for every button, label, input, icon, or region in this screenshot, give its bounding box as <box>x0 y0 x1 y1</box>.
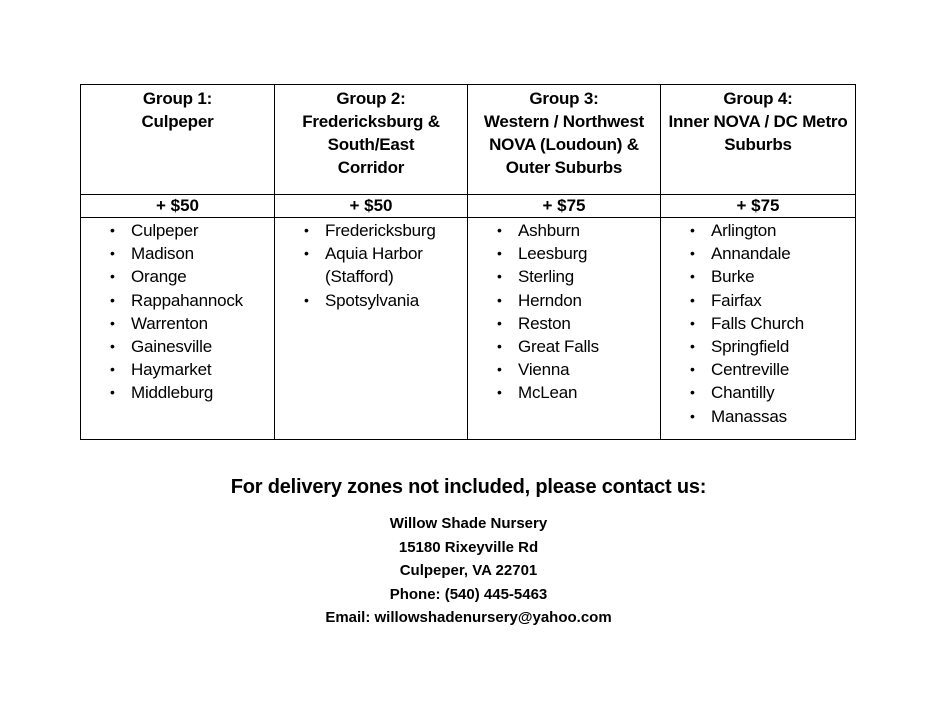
town-name: Fredericksburg <box>325 221 436 240</box>
town-item <box>109 289 274 312</box>
bullet-icon: • <box>497 268 502 285</box>
town-name: Rappahannock <box>131 290 243 310</box>
town-item <box>109 265 274 288</box>
bullet-icon: • <box>304 222 309 238</box>
group-title: Group 3: <box>529 89 599 108</box>
group-3-price: + $75 <box>468 195 661 218</box>
town-item <box>109 335 274 358</box>
town-name: Madison <box>131 244 194 264</box>
business-name: Willow Shade Nursery <box>389 515 548 532</box>
town-name: Sterling <box>518 267 575 287</box>
town-name: Leesburg <box>518 244 588 264</box>
town-item <box>689 381 855 404</box>
group-title: Group 1: <box>142 89 213 108</box>
bullet-icon: • <box>497 291 502 308</box>
email-address: Email: willowshadenursery@yahoo.com <box>325 609 612 626</box>
town-item <box>689 358 855 381</box>
town-name: Reston <box>518 313 571 333</box>
towns-row <box>81 218 856 440</box>
bullet-icon: • <box>304 291 309 308</box>
bullet-icon: • <box>110 245 115 262</box>
contact-heading: For delivery zones not included, please contact us: <box>230 476 707 498</box>
town-name: Centreville <box>711 360 790 380</box>
bullet-icon: • <box>690 222 695 238</box>
town-item <box>496 265 660 288</box>
group-3-header <box>468 85 661 195</box>
bullet-icon: • <box>690 338 695 355</box>
town-item <box>109 358 274 381</box>
town-item <box>689 265 855 288</box>
group-4-towns <box>661 218 856 440</box>
group-name: Culpeper <box>141 112 214 131</box>
bullet-icon: • <box>497 222 502 238</box>
town-name: Falls Church <box>711 313 805 333</box>
town-list <box>661 218 855 428</box>
group-header-row <box>81 85 856 195</box>
bullet-icon: • <box>110 314 115 331</box>
town-name: Annandale <box>711 244 791 264</box>
group-2-header <box>275 85 468 195</box>
town-item <box>689 219 855 242</box>
town-name: McLean <box>518 383 578 403</box>
bullet-icon: • <box>110 291 115 308</box>
town-item <box>496 312 660 335</box>
town-name: Culpeper <box>131 221 199 240</box>
town-item <box>109 312 274 335</box>
town-name: Ashburn <box>518 221 580 240</box>
group-title: Group 2: <box>336 89 406 108</box>
group-name: Western / Northwest NOVA (Loudoun) & Outer Suburbs <box>483 112 645 177</box>
bullet-icon: • <box>497 338 502 355</box>
town-item <box>496 242 660 265</box>
bullet-icon: • <box>110 338 115 355</box>
town-name: Vienna <box>518 360 570 380</box>
town-item <box>303 242 453 288</box>
town-name: Haymarket <box>131 360 212 380</box>
group-name: Fredericksburg & South/East Corridor <box>302 112 440 177</box>
bullet-icon: • <box>690 245 695 262</box>
street-address: 15180 Rixeyville Rd <box>398 538 539 556</box>
bullet-icon: • <box>690 314 695 331</box>
bullet-icon: • <box>110 361 115 378</box>
bullet-icon: • <box>690 291 695 308</box>
group-1-towns <box>81 218 275 440</box>
bullet-icon: • <box>690 361 695 378</box>
town-name: Springfield <box>711 337 790 357</box>
bullet-icon: • <box>497 245 502 262</box>
town-name: Herndon <box>518 290 582 310</box>
town-item <box>689 405 855 428</box>
bullet-icon: • <box>497 314 502 331</box>
town-item <box>496 381 660 404</box>
bullet-icon: • <box>497 361 502 378</box>
town-name: Great Falls <box>518 337 599 357</box>
town-list <box>275 218 467 312</box>
town-name: Spotsylvania <box>325 290 419 310</box>
bullet-icon: • <box>304 245 309 262</box>
town-name: Aquia Harbor (Stafford) <box>325 244 423 287</box>
town-item <box>689 242 855 265</box>
town-item <box>303 289 453 312</box>
bullet-icon: • <box>690 268 695 285</box>
group-title: Group 4: <box>723 89 793 108</box>
group-2-price: + $50 <box>275 195 468 218</box>
bullet-icon: • <box>690 407 695 424</box>
town-name: Arlington <box>711 221 777 240</box>
town-item <box>496 289 660 312</box>
group-4-header <box>661 85 856 195</box>
bullet-icon: • <box>110 384 115 401</box>
town-list <box>81 218 274 405</box>
town-item <box>496 219 660 242</box>
price-row <box>81 195 856 218</box>
group-4-price: + $75 <box>661 195 856 218</box>
town-item <box>109 381 274 404</box>
bullet-icon: • <box>497 384 502 401</box>
town-item <box>109 219 274 242</box>
phone-number: Phone: (540) 445-5463 <box>389 585 548 603</box>
town-item <box>303 219 453 242</box>
town-item <box>689 312 855 335</box>
town-item <box>496 358 660 381</box>
town-item <box>689 335 855 358</box>
town-name: Gainesville <box>131 337 212 357</box>
group-2-towns <box>275 218 468 440</box>
town-name: Warrenton <box>131 313 208 333</box>
delivery-zones-table <box>80 84 856 440</box>
city-state-zip: Culpeper, VA 22701 <box>399 562 538 579</box>
town-item <box>496 335 660 358</box>
bullet-icon: • <box>690 384 695 401</box>
town-item <box>109 242 274 265</box>
town-name: Chantilly <box>711 383 775 403</box>
group-1-header <box>81 85 275 195</box>
contact-block <box>0 512 937 630</box>
town-list <box>468 218 660 405</box>
group-3-towns <box>468 218 661 440</box>
town-name: Fairfax <box>711 290 762 310</box>
bullet-icon: • <box>110 222 115 238</box>
town-item <box>689 289 855 312</box>
town-name: Manassas <box>711 406 787 426</box>
town-name: Burke <box>711 267 755 287</box>
group-name: Inner NOVA / DC Metro Suburbs <box>668 112 848 154</box>
bullet-icon: • <box>110 268 115 285</box>
town-name: Middleburg <box>131 383 214 403</box>
town-name: Orange <box>131 267 187 287</box>
group-1-price: + $50 <box>81 195 275 218</box>
